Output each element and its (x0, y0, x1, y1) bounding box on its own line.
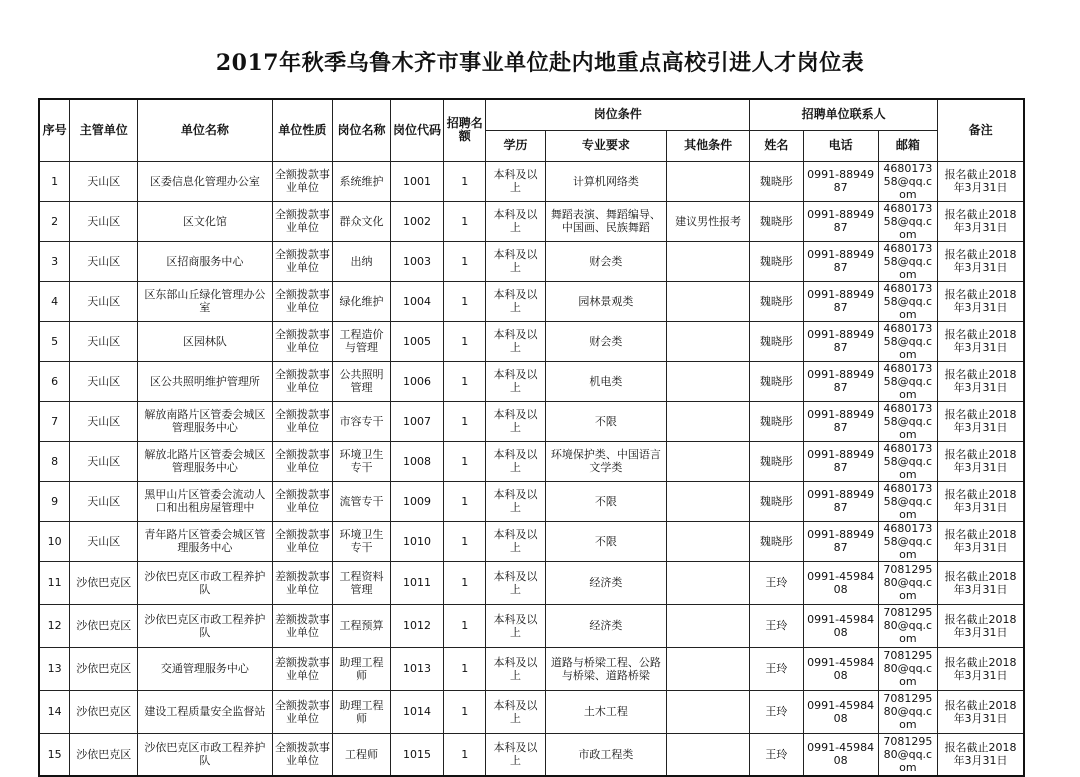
cell-remark: 报名截止2018年3月31日 (938, 281, 1024, 321)
cell-quota: 1 (444, 521, 486, 561)
cell-email: 468017358@qq.com (878, 441, 938, 481)
cell-major: 道路与桥梁工程、公路与桥梁、道路桥梁 (545, 647, 666, 690)
cell-post: 系统维护 (333, 161, 391, 201)
cell-unit: 黑甲山片区管委会流动人口和出租房屋管理中 (138, 481, 273, 521)
cell-unit: 区文化馆 (138, 201, 273, 241)
cell-edu: 本科及以上 (486, 521, 546, 561)
header-name: 姓名 (750, 130, 803, 161)
cell-edu: 本科及以上 (486, 647, 546, 690)
cell-major: 不限 (545, 521, 666, 561)
table-row (39, 481, 1024, 521)
cell-other (667, 281, 750, 321)
cell-phone: 0991-8894987 (803, 361, 878, 401)
table-row (39, 604, 1024, 647)
header-quota: 招聘名额 (444, 99, 486, 161)
cell-email: 468017358@qq.com (878, 401, 938, 441)
cell-phone: 0991-8894987 (803, 521, 878, 561)
cell-edu: 本科及以上 (486, 604, 546, 647)
cell-name: 王玲 (750, 733, 803, 776)
cell-phone: 0991-8894987 (803, 401, 878, 441)
cell-unit: 沙依巴克区市政工程养护队 (138, 604, 273, 647)
cell-other (667, 481, 750, 521)
cell-quota: 1 (444, 561, 486, 604)
cell-quota: 1 (444, 241, 486, 281)
cell-name: 魏晓彤 (750, 441, 803, 481)
cell-quota: 1 (444, 604, 486, 647)
cell-phone: 0991-8894987 (803, 161, 878, 201)
cell-post: 工程预算 (333, 604, 391, 647)
cell-quota: 1 (444, 401, 486, 441)
cell-dept: 天山区 (70, 441, 138, 481)
cell-type: 全额拨款事业单位 (272, 241, 333, 281)
cell-major: 经济类 (545, 604, 666, 647)
cell-phone: 0991-8894987 (803, 201, 878, 241)
table-body (39, 161, 1024, 776)
header-education: 学历 (486, 130, 546, 161)
cell-dept: 天山区 (70, 481, 138, 521)
cell-other (667, 321, 750, 361)
cell-code: 1009 (390, 481, 443, 521)
cell-major: 园林景观类 (545, 281, 666, 321)
cell-post: 环境卫生专干 (333, 521, 391, 561)
cell-seq: 15 (39, 733, 70, 776)
cell-remark: 报名截止2018年3月31日 (938, 361, 1024, 401)
cell-phone: 0991-4598408 (803, 561, 878, 604)
cell-remark: 报名截止2018年3月31日 (938, 441, 1024, 481)
cell-edu: 本科及以上 (486, 441, 546, 481)
cell-post: 工程资料管理 (333, 561, 391, 604)
cell-quota: 1 (444, 647, 486, 690)
cell-quota: 1 (444, 441, 486, 481)
cell-major: 计算机网络类 (545, 161, 666, 201)
header-other: 其他条件 (667, 130, 750, 161)
cell-seq: 6 (39, 361, 70, 401)
header-phone: 电话 (803, 130, 878, 161)
cell-type: 全额拨款事业单位 (272, 690, 333, 733)
cell-other (667, 690, 750, 733)
cell-remark: 报名截止2018年3月31日 (938, 733, 1024, 776)
cell-quota: 1 (444, 481, 486, 521)
cell-name: 魏晓彤 (750, 321, 803, 361)
cell-edu: 本科及以上 (486, 690, 546, 733)
cell-quota: 1 (444, 281, 486, 321)
cell-dept: 天山区 (70, 281, 138, 321)
cell-post: 出纳 (333, 241, 391, 281)
cell-seq: 12 (39, 604, 70, 647)
cell-major: 经济类 (545, 561, 666, 604)
cell-name: 王玲 (750, 690, 803, 733)
cell-major: 市政工程类 (545, 733, 666, 776)
header-unit-type: 单位性质 (272, 99, 333, 161)
cell-other (667, 733, 750, 776)
cell-code: 1007 (390, 401, 443, 441)
cell-other (667, 401, 750, 441)
cell-major: 舞蹈表演、舞蹈编导、中国画、民族舞蹈 (545, 201, 666, 241)
cell-name: 王玲 (750, 561, 803, 604)
cell-post: 环境卫生专干 (333, 441, 391, 481)
cell-seq: 4 (39, 281, 70, 321)
header-seq: 序号 (39, 99, 70, 161)
cell-phone: 0991-4598408 (803, 647, 878, 690)
cell-name: 魏晓彤 (750, 281, 803, 321)
table-row (39, 361, 1024, 401)
header-post-code: 岗位代码 (390, 99, 443, 161)
cell-dept: 天山区 (70, 321, 138, 361)
cell-remark: 报名截止2018年3月31日 (938, 201, 1024, 241)
cell-dept: 天山区 (70, 241, 138, 281)
cell-major: 不限 (545, 481, 666, 521)
cell-major: 不限 (545, 401, 666, 441)
cell-name: 魏晓彤 (750, 481, 803, 521)
cell-other (667, 161, 750, 201)
cell-type: 全额拨款事业单位 (272, 733, 333, 776)
cell-phone: 0991-4598408 (803, 733, 878, 776)
cell-seq: 8 (39, 441, 70, 481)
cell-seq: 1 (39, 161, 70, 201)
cell-name: 魏晓彤 (750, 361, 803, 401)
header-major: 专业要求 (545, 130, 666, 161)
cell-type: 全额拨款事业单位 (272, 321, 333, 361)
cell-type: 差额拨款事业单位 (272, 561, 333, 604)
header-unit-name: 单位名称 (138, 99, 273, 161)
cell-post: 助理工程师 (333, 647, 391, 690)
cell-remark: 报名截止2018年3月31日 (938, 690, 1024, 733)
cell-remark: 报名截止2018年3月31日 (938, 647, 1024, 690)
table-row (39, 201, 1024, 241)
header-email: 邮箱 (878, 130, 938, 161)
cell-dept: 沙依巴克区 (70, 733, 138, 776)
cell-unit: 区公共照明维护管理所 (138, 361, 273, 401)
cell-seq: 9 (39, 481, 70, 521)
cell-code: 1004 (390, 281, 443, 321)
cell-code: 1003 (390, 241, 443, 281)
cell-code: 1008 (390, 441, 443, 481)
cell-other (667, 521, 750, 561)
cell-quota: 1 (444, 690, 486, 733)
cell-edu: 本科及以上 (486, 733, 546, 776)
cell-quota: 1 (444, 321, 486, 361)
cell-major: 财会类 (545, 321, 666, 361)
cell-post: 市容专干 (333, 401, 391, 441)
cell-email: 468017358@qq.com (878, 241, 938, 281)
cell-post: 流管专干 (333, 481, 391, 521)
cell-email: 708129580@qq.com (878, 647, 938, 690)
cell-edu: 本科及以上 (486, 201, 546, 241)
cell-phone: 0991-8894987 (803, 281, 878, 321)
cell-remark: 报名截止2018年3月31日 (938, 241, 1024, 281)
cell-email: 468017358@qq.com (878, 521, 938, 561)
cell-unit: 区园林队 (138, 321, 273, 361)
cell-phone: 0991-8894987 (803, 481, 878, 521)
cell-post: 公共照明管理 (333, 361, 391, 401)
cell-dept: 天山区 (70, 401, 138, 441)
cell-other (667, 441, 750, 481)
cell-type: 全额拨款事业单位 (272, 281, 333, 321)
cell-code: 1005 (390, 321, 443, 361)
cell-major: 土木工程 (545, 690, 666, 733)
cell-other (667, 604, 750, 647)
cell-email: 708129580@qq.com (878, 733, 938, 776)
cell-dept: 沙依巴克区 (70, 647, 138, 690)
cell-major: 机电类 (545, 361, 666, 401)
cell-major: 财会类 (545, 241, 666, 281)
cell-other (667, 241, 750, 281)
cell-code: 1015 (390, 733, 443, 776)
cell-dept: 沙依巴克区 (70, 604, 138, 647)
cell-post: 绿化维护 (333, 281, 391, 321)
cell-type: 差额拨款事业单位 (272, 604, 333, 647)
cell-seq: 13 (39, 647, 70, 690)
cell-edu: 本科及以上 (486, 481, 546, 521)
cell-code: 1001 (390, 161, 443, 201)
table-row (39, 441, 1024, 481)
cell-phone: 0991-8894987 (803, 241, 878, 281)
cell-type: 全额拨款事业单位 (272, 481, 333, 521)
header-conditions: 岗位条件 (486, 99, 750, 130)
table-row (39, 281, 1024, 321)
cell-quota: 1 (444, 161, 486, 201)
cell-code: 1006 (390, 361, 443, 401)
cell-unit: 建设工程质量安全监督站 (138, 690, 273, 733)
cell-code: 1012 (390, 604, 443, 647)
cell-seq: 11 (39, 561, 70, 604)
cell-email: 468017358@qq.com (878, 361, 938, 401)
cell-email: 468017358@qq.com (878, 281, 938, 321)
cell-seq: 10 (39, 521, 70, 561)
cell-edu: 本科及以上 (486, 241, 546, 281)
cell-post: 群众文化 (333, 201, 391, 241)
cell-unit: 解放北路片区管委会城区管理服务中心 (138, 441, 273, 481)
page-title: 2017年秋季乌鲁木齐市事业单位赴内地重点高校引进人才岗位表 (215, 50, 865, 76)
cell-type: 全额拨款事业单位 (272, 161, 333, 201)
header-dept: 主管单位 (70, 99, 138, 161)
cell-name: 魏晓彤 (750, 201, 803, 241)
cell-phone: 0991-4598408 (803, 604, 878, 647)
cell-email: 468017358@qq.com (878, 161, 938, 201)
table-row (39, 241, 1024, 281)
cell-unit: 交通管理服务中心 (138, 647, 273, 690)
cell-dept: 天山区 (70, 361, 138, 401)
cell-seq: 7 (39, 401, 70, 441)
cell-unit: 区东部山丘绿化管理办公室 (138, 281, 273, 321)
cell-name: 王玲 (750, 604, 803, 647)
cell-type: 差额拨款事业单位 (272, 647, 333, 690)
cell-unit: 区委信息化管理办公室 (138, 161, 273, 201)
cell-name: 魏晓彤 (750, 161, 803, 201)
table-row (39, 521, 1024, 561)
cell-dept: 沙依巴克区 (70, 690, 138, 733)
cell-email: 468017358@qq.com (878, 321, 938, 361)
cell-quota: 1 (444, 361, 486, 401)
cell-post: 助理工程师 (333, 690, 391, 733)
cell-remark: 报名截止2018年3月31日 (938, 161, 1024, 201)
cell-type: 全额拨款事业单位 (272, 521, 333, 561)
header-post-name: 岗位名称 (333, 99, 391, 161)
cell-seq: 3 (39, 241, 70, 281)
cell-phone: 0991-8894987 (803, 321, 878, 361)
cell-code: 1010 (390, 521, 443, 561)
table-row (39, 401, 1024, 441)
cell-edu: 本科及以上 (486, 161, 546, 201)
cell-unit: 区招商服务中心 (138, 241, 273, 281)
cell-quota: 1 (444, 201, 486, 241)
cell-code: 1002 (390, 201, 443, 241)
cell-other (667, 561, 750, 604)
cell-seq: 2 (39, 201, 70, 241)
cell-edu: 本科及以上 (486, 401, 546, 441)
cell-unit: 沙依巴克区市政工程养护队 (138, 733, 273, 776)
cell-other: 建议男性报考 (667, 201, 750, 241)
table-row (39, 690, 1024, 733)
header-contact: 招聘单位联系人 (750, 99, 938, 130)
table-row (39, 161, 1024, 201)
cell-post: 工程师 (333, 733, 391, 776)
cell-other (667, 361, 750, 401)
header-remark: 备注 (938, 99, 1024, 161)
cell-remark: 报名截止2018年3月31日 (938, 561, 1024, 604)
cell-type: 全额拨款事业单位 (272, 201, 333, 241)
cell-unit: 沙依巴克区市政工程养护队 (138, 561, 273, 604)
cell-edu: 本科及以上 (486, 321, 546, 361)
table-row (39, 647, 1024, 690)
cell-seq: 14 (39, 690, 70, 733)
cell-remark: 报名截止2018年3月31日 (938, 604, 1024, 647)
cell-code: 1011 (390, 561, 443, 604)
cell-name: 魏晓彤 (750, 521, 803, 561)
cell-post: 工程造价与管理 (333, 321, 391, 361)
table-row (39, 321, 1024, 361)
cell-dept: 天山区 (70, 201, 138, 241)
cell-code: 1014 (390, 690, 443, 733)
cell-seq: 5 (39, 321, 70, 361)
cell-name: 魏晓彤 (750, 241, 803, 281)
cell-remark: 报名截止2018年3月31日 (938, 521, 1024, 561)
cell-type: 全额拨款事业单位 (272, 401, 333, 441)
table-row (39, 733, 1024, 776)
cell-other (667, 647, 750, 690)
cell-quota: 1 (444, 733, 486, 776)
cell-email: 708129580@qq.com (878, 561, 938, 604)
cell-unit: 解放南路片区管委会城区管理服务中心 (138, 401, 273, 441)
table-row (39, 561, 1024, 604)
cell-email: 708129580@qq.com (878, 690, 938, 733)
cell-dept: 沙依巴克区 (70, 561, 138, 604)
cell-remark: 报名截止2018年3月31日 (938, 481, 1024, 521)
cell-dept: 天山区 (70, 521, 138, 561)
cell-edu: 本科及以上 (486, 281, 546, 321)
recruitment-table (38, 98, 1025, 777)
cell-edu: 本科及以上 (486, 361, 546, 401)
cell-type: 全额拨款事业单位 (272, 361, 333, 401)
cell-email: 468017358@qq.com (878, 201, 938, 241)
cell-phone: 0991-4598408 (803, 690, 878, 733)
cell-phone: 0991-8894987 (803, 441, 878, 481)
cell-dept: 天山区 (70, 161, 138, 201)
cell-remark: 报名截止2018年3月31日 (938, 321, 1024, 361)
cell-major: 环境保护类、中国语言文学类 (545, 441, 666, 481)
cell-edu: 本科及以上 (486, 561, 546, 604)
cell-name: 魏晓彤 (750, 401, 803, 441)
cell-code: 1013 (390, 647, 443, 690)
cell-unit: 青年路片区管委会城区管理服务中心 (138, 521, 273, 561)
cell-email: 708129580@qq.com (878, 604, 938, 647)
cell-name: 王玲 (750, 647, 803, 690)
cell-type: 全额拨款事业单位 (272, 441, 333, 481)
cell-email: 468017358@qq.com (878, 481, 938, 521)
cell-remark: 报名截止2018年3月31日 (938, 401, 1024, 441)
